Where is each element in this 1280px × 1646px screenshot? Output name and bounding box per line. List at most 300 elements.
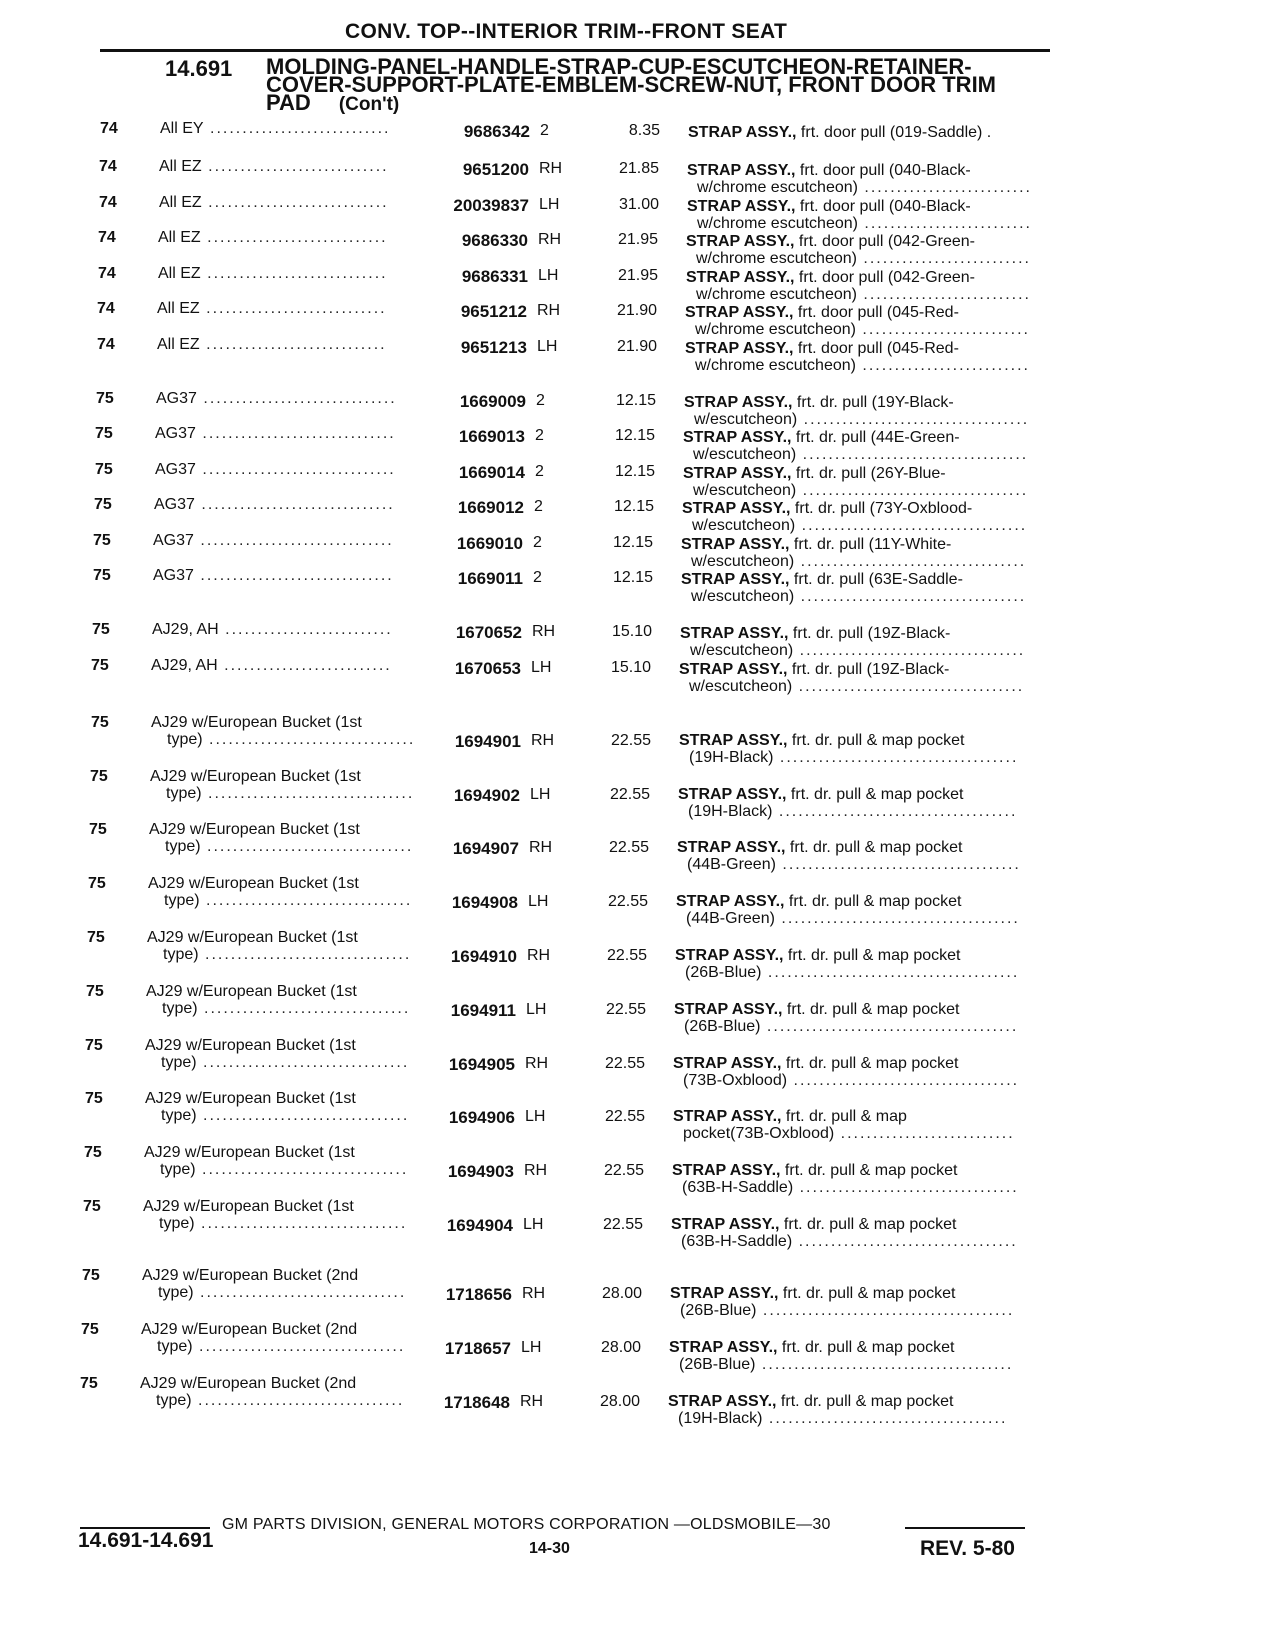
description-line: pocket(73B-Oxblood) ...........................	[683, 1125, 1015, 1142]
part-number: 9651212	[460, 302, 527, 321]
model-cell	[157, 300, 427, 317]
model-cell	[146, 983, 416, 1017]
quantity: RH	[527, 947, 551, 964]
description	[670, 1285, 1045, 1319]
item-detail: frt. door pull (042-Green-	[794, 269, 976, 286]
key-number: 74	[100, 120, 118, 137]
model-cell	[151, 714, 421, 748]
dot-leader: ...................................	[797, 411, 1030, 428]
quantity: RH	[539, 160, 563, 177]
model-cell	[157, 336, 427, 353]
item-name: STRAP ASSY.,	[676, 893, 785, 910]
model-line: AJ29 w/European Bucket (1st	[145, 1090, 356, 1107]
quantity: LH	[539, 196, 560, 213]
description-line: (19H-Black) .....................................	[688, 803, 1018, 820]
description-line	[673, 1055, 1048, 1072]
quantity: RH	[520, 1393, 544, 1410]
item-detail: frt. dr. pull (11Y-White-	[789, 536, 952, 553]
model-cell	[145, 1037, 415, 1071]
dot-leader: ............................	[200, 265, 388, 282]
table-row	[0, 461, 1280, 501]
description	[687, 198, 1062, 232]
item-detail: frt. dr. pull & map pocket	[783, 947, 961, 964]
part-number: 1669011	[457, 569, 523, 588]
price: 22.55	[606, 947, 647, 964]
model-line: type) ................................	[166, 785, 415, 802]
key-number: 74	[99, 158, 117, 175]
part-number: 1694911	[450, 1001, 516, 1020]
description-line: (73B-Oxblood) ...................................	[683, 1072, 1020, 1089]
part-number: 1694908	[451, 893, 518, 912]
item-detail: frt. dr. pull (63E-Saddle-	[789, 571, 963, 588]
dot-leader: ..............................	[193, 567, 394, 584]
model-cell	[143, 1198, 413, 1232]
dot-leader: ................................	[201, 785, 415, 802]
price: 22.55	[610, 732, 651, 749]
price: 22.55	[607, 893, 648, 910]
item-name: STRAP ASSY.,	[679, 661, 788, 678]
description-line: (26B-Blue) .......................................	[684, 1018, 1019, 1035]
part-number: 1670652	[455, 623, 522, 642]
dot-leader: ..............................	[194, 496, 395, 513]
item-name: STRAP ASSY.,	[678, 786, 787, 803]
description-line	[672, 1162, 1047, 1179]
quantity: 2	[534, 498, 543, 515]
model-line: type) ................................	[159, 1215, 408, 1232]
description	[681, 536, 1056, 570]
part-number: 1669014	[458, 463, 525, 482]
model-line: AJ29 w/European Bucket (2nd	[142, 1267, 359, 1284]
price: 21.95	[617, 231, 658, 248]
dot-leader: .......................................	[755, 1356, 1014, 1373]
model-line: type) ................................	[160, 1161, 409, 1178]
table-row	[0, 300, 1280, 340]
item-name: STRAP ASSY.,	[686, 269, 795, 286]
part-number: 9651200	[462, 160, 529, 179]
description-line: (26B-Blue) .......................................	[685, 964, 1020, 981]
model-cell	[154, 496, 424, 513]
item-name: STRAP ASSY.,	[673, 1055, 782, 1072]
item-name: STRAP ASSY.,	[682, 500, 791, 517]
item-name: STRAP ASSY.,	[679, 732, 788, 749]
model-line: type) ................................	[167, 731, 416, 748]
description-line: w/escutcheon) ...................................	[693, 482, 1029, 499]
description-line: (63B-H-Saddle) ..................................	[681, 1233, 1018, 1250]
item-detail: frt. dr. pull & map pocket	[782, 1001, 960, 1018]
price: 21.90	[616, 338, 657, 355]
item-detail: frt. door pull (040-Black-	[795, 198, 971, 215]
footer-revision: REV. 5-80	[920, 1537, 1015, 1560]
item-detail: frt. dr. pull & map pocket	[780, 1162, 958, 1179]
description-line	[674, 1001, 1049, 1018]
model-line: type) ................................	[156, 1392, 405, 1409]
item-name: STRAP ASSY.,	[685, 340, 794, 357]
quantity: 2	[535, 427, 544, 444]
key-number: 75	[89, 821, 107, 838]
dot-leader: .....................................	[772, 803, 1018, 820]
description	[672, 1162, 1047, 1196]
description	[685, 304, 1060, 338]
item-name: STRAP ASSY.,	[688, 124, 797, 141]
quantity: LH	[538, 267, 559, 284]
item-name: STRAP ASSY.,	[683, 429, 792, 446]
item-name: STRAP ASSY.,	[677, 839, 786, 856]
item-detail: frt. dr. pull & map pocket	[778, 1285, 956, 1302]
footer-rule-right	[905, 1527, 1025, 1529]
description	[677, 839, 1052, 873]
dot-leader: ..........................	[217, 657, 392, 674]
table-row	[0, 336, 1280, 376]
price: 12.15	[613, 498, 654, 515]
dot-leader: ............................	[201, 158, 389, 175]
model-cell	[153, 532, 423, 549]
model-cell	[160, 120, 430, 137]
footer-page-number: 14-30	[529, 1540, 570, 1557]
dot-leader: ................................	[191, 1392, 405, 1409]
table-row	[0, 768, 1280, 820]
key-number: 75	[84, 1144, 102, 1161]
item-name: STRAP ASSY.,	[670, 1285, 779, 1302]
quantity: RH	[531, 732, 555, 749]
item-name: STRAP ASSY.,	[674, 1001, 783, 1018]
part-number: 1670653	[454, 659, 521, 678]
description-line: w/escutcheon) ...................................	[690, 642, 1026, 659]
dot-leader: ...................................	[796, 446, 1029, 463]
price: 12.15	[612, 534, 653, 551]
model-cell	[140, 1375, 410, 1409]
description-line	[688, 124, 1063, 141]
key-number: 75	[91, 657, 109, 674]
model-line: AJ29 w/European Bucket (1st	[147, 929, 358, 946]
key-number: 75	[81, 1321, 99, 1338]
item-name: STRAP ASSY.,	[683, 465, 792, 482]
dot-leader: ...................................	[794, 588, 1027, 605]
table-row	[0, 1037, 1280, 1089]
dot-leader: .......................................	[760, 1018, 1019, 1035]
key-number: 74	[97, 336, 115, 353]
description-line	[685, 340, 1060, 357]
description-line	[686, 233, 1061, 250]
part-number: 1718657	[444, 1339, 511, 1358]
item-detail: frt. door pull (045-Red-	[793, 304, 959, 321]
price: 22.55	[604, 1108, 645, 1125]
part-number: 1694901	[454, 732, 521, 751]
table-row	[0, 983, 1280, 1035]
quantity: LH	[530, 786, 551, 803]
price: 12.15	[614, 463, 655, 480]
model-cell	[158, 229, 428, 246]
description-line	[671, 1216, 1046, 1233]
key-number: 75	[90, 768, 108, 785]
dot-leader: ...................................	[792, 678, 1025, 695]
quantity: RH	[524, 1162, 548, 1179]
table-row	[0, 621, 1280, 661]
dot-leader: ................................	[199, 892, 413, 909]
dot-leader: ................................	[196, 1107, 410, 1124]
part-number: 1694903	[447, 1162, 514, 1181]
item-detail: frt. door pull (019-Saddle) .	[796, 124, 992, 141]
dot-leader: .....................................	[762, 1410, 1008, 1427]
section-title-line: MOLDING-PANEL-HANDLE-STRAP-CUP-ESCUTCHEON-RETAINER-	[266, 54, 972, 79]
dot-leader: ................................	[200, 838, 414, 855]
quantity: RH	[538, 231, 562, 248]
item-detail: frt. dr. pull (73Y-Oxblood-	[790, 500, 973, 517]
description-line: (26B-Blue) .......................................	[680, 1302, 1015, 1319]
model-line: AJ29 w/European Bucket (1st	[144, 1144, 355, 1161]
item-detail: frt. door pull (042-Green-	[794, 233, 976, 250]
section-title	[266, 54, 1026, 115]
description-line: w/chrome escutcheon) ..........................	[697, 215, 1032, 232]
table-row	[0, 1321, 1280, 1373]
dot-leader: ..........................	[855, 357, 1030, 374]
description	[668, 1393, 1043, 1427]
part-number: 9686342	[463, 122, 530, 141]
price: 22.55	[603, 1162, 644, 1179]
model-line: AJ29, AH ..........................	[152, 621, 393, 638]
description-line	[680, 625, 1055, 642]
model-line: type) ................................	[158, 1284, 407, 1301]
model-line: All EY ............................	[160, 120, 391, 137]
section-continued: (Con't)	[338, 94, 400, 115]
item-detail: frt. dr. pull & map	[781, 1108, 907, 1125]
model-line: type) ................................	[161, 1054, 410, 1071]
model-line: AG37 ..............................	[155, 425, 396, 442]
table-row	[0, 1144, 1280, 1196]
description-line	[673, 1108, 1048, 1125]
part-number: 1669010	[456, 534, 523, 553]
description-line	[675, 947, 1050, 964]
dot-leader: ................................	[194, 1215, 408, 1232]
description-line	[683, 429, 1058, 446]
model-line: AJ29 w/European Bucket (1st	[149, 821, 360, 838]
description	[680, 625, 1055, 659]
dot-leader: ...................................	[793, 642, 1026, 659]
table-row	[0, 425, 1280, 465]
description	[686, 233, 1061, 267]
part-number: 1669012	[457, 498, 524, 517]
key-number: 74	[98, 265, 116, 282]
price: 28.00	[600, 1339, 641, 1356]
dot-leader: ...................................	[787, 1072, 1020, 1089]
description	[686, 269, 1061, 303]
model-line: AJ29, AH ..........................	[151, 657, 392, 674]
model-line: type) ................................	[164, 892, 413, 909]
description-line: (19H-Black) .....................................	[678, 1410, 1008, 1427]
description-line	[686, 269, 1061, 286]
description-line: (44B-Green) .....................................	[687, 856, 1021, 873]
model-line: AJ29 w/European Bucket (2nd	[141, 1321, 358, 1338]
quantity: 2	[536, 392, 545, 409]
quantity: 2	[533, 569, 542, 586]
price: 12.15	[615, 392, 656, 409]
price: 22.55	[604, 1055, 645, 1072]
table-row	[0, 390, 1280, 430]
dot-leader: ..........................	[857, 215, 1032, 232]
dot-leader: ..........................	[218, 621, 393, 638]
quantity: LH	[531, 659, 552, 676]
dot-leader: ............................	[201, 194, 389, 211]
model-cell	[145, 1090, 415, 1124]
price: 15.10	[610, 659, 651, 676]
model-line: AG37 ..............................	[156, 390, 397, 407]
model-line: type) ................................	[162, 1000, 411, 1017]
description-line: w/escutcheon) ...................................	[694, 411, 1030, 428]
item-detail: frt. dr. pull (44E-Green-	[791, 429, 960, 446]
model-cell	[155, 461, 425, 478]
price: 8.35	[628, 122, 660, 139]
dot-leader: ................................	[198, 946, 412, 963]
description-line: (44B-Green) .....................................	[686, 910, 1020, 927]
quantity: RH	[537, 302, 561, 319]
part-number: 9686331	[461, 267, 528, 286]
description	[679, 732, 1054, 766]
price: 21.85	[618, 160, 659, 177]
description	[688, 124, 1063, 141]
model-cell	[149, 821, 419, 855]
part-number: 9651213	[460, 338, 527, 357]
item-name: STRAP ASSY.,	[687, 162, 796, 179]
model-cell	[156, 390, 426, 407]
key-number: 75	[95, 425, 113, 442]
part-number: 20039837	[453, 196, 529, 215]
model-line: type) ................................	[161, 1107, 410, 1124]
section-title-line: PAD (Con't)	[266, 90, 400, 115]
dot-leader: ................................	[197, 1000, 411, 1017]
model-line: AJ29 w/European Bucket (1st	[143, 1198, 354, 1215]
part-number: 1669013	[458, 427, 525, 446]
key-number: 75	[94, 496, 112, 513]
model-cell	[152, 621, 422, 638]
table-row	[0, 496, 1280, 536]
description-line	[681, 571, 1056, 588]
dot-leader: .......................................	[756, 1302, 1015, 1319]
dot-leader: .......................................	[761, 964, 1020, 981]
dot-leader: ............................	[199, 336, 387, 353]
part-number: 1694910	[450, 947, 517, 966]
table-row	[0, 158, 1280, 198]
model-cell	[159, 194, 429, 211]
table-row	[0, 714, 1280, 766]
key-number: 75	[91, 714, 109, 731]
description-line	[679, 661, 1054, 678]
model-cell	[141, 1321, 411, 1355]
table-row	[0, 120, 1280, 160]
table-row	[0, 532, 1280, 572]
dot-leader: ................................	[192, 1338, 406, 1355]
footer-publisher: GM PARTS DIVISION, GENERAL MOTORS CORPORATION —OLDSMOBILE—30	[222, 1516, 831, 1533]
dot-leader: ..........................	[857, 179, 1032, 196]
price: 22.55	[602, 1216, 643, 1233]
key-number: 75	[86, 983, 104, 1000]
price: 12.15	[612, 569, 653, 586]
price: 28.00	[601, 1285, 642, 1302]
model-line: AG37 ..............................	[154, 496, 395, 513]
dot-leader: .....................................	[774, 910, 1020, 927]
table-row	[0, 875, 1280, 927]
description-line: w/escutcheon) ...................................	[691, 553, 1027, 570]
table-row	[0, 567, 1280, 607]
key-number: 75	[95, 461, 113, 478]
quantity: LH	[526, 1001, 547, 1018]
model-line: All EZ ............................	[158, 265, 388, 282]
dot-leader: ...................................	[794, 553, 1027, 570]
description	[673, 1055, 1048, 1089]
price: 22.55	[608, 839, 649, 856]
description-line	[687, 198, 1062, 215]
description-line: w/chrome escutcheon) ..........................	[695, 357, 1030, 374]
description	[684, 394, 1059, 428]
model-cell	[148, 875, 418, 909]
description-line: w/escutcheon) ...................................	[693, 446, 1029, 463]
description	[671, 1216, 1046, 1250]
table-row	[0, 657, 1280, 697]
description-line: w/chrome escutcheon) ..........................	[695, 321, 1030, 338]
table-row	[0, 1375, 1280, 1427]
description-line	[682, 500, 1057, 517]
item-detail: frt. dr. pull & map pocket	[787, 732, 965, 749]
table-row	[0, 265, 1280, 305]
model-line: AJ29 w/European Bucket (1st	[146, 983, 357, 1000]
part-number: 1669009	[459, 392, 526, 411]
quantity: RH	[532, 623, 556, 640]
table-row	[0, 1198, 1280, 1250]
key-number: 75	[83, 1198, 101, 1215]
dot-leader: ............................	[200, 229, 388, 246]
price: 22.55	[609, 786, 650, 803]
description-line	[681, 536, 1056, 553]
part-number: 9686330	[461, 231, 528, 250]
item-name: STRAP ASSY.,	[686, 233, 795, 250]
model-cell	[142, 1267, 412, 1301]
price: 21.95	[617, 267, 658, 284]
model-cell	[147, 929, 417, 963]
description	[673, 1108, 1048, 1142]
dot-leader: .....................................	[773, 749, 1019, 766]
item-name: STRAP ASSY.,	[675, 947, 784, 964]
price: 12.15	[614, 427, 655, 444]
model-line: All EZ ............................	[159, 194, 389, 211]
footer-section-range: 14.691-14.691	[78, 1529, 214, 1552]
item-detail: frt. dr. pull (19Y-Black-	[792, 394, 954, 411]
quantity: LH	[523, 1216, 544, 1233]
price: 22.55	[605, 1001, 646, 1018]
dot-leader: ..........................	[856, 286, 1031, 303]
item-detail: frt. dr. pull & map pocket	[777, 1339, 955, 1356]
dot-leader: ...................................	[796, 482, 1029, 499]
item-detail: frt. dr. pull (26Y-Blue-	[791, 465, 946, 482]
quantity: LH	[528, 893, 549, 910]
dot-leader: ..............................	[193, 532, 394, 549]
quantity: 2	[533, 534, 542, 551]
key-number: 74	[97, 300, 115, 317]
item-detail: frt. door pull (045-Red-	[793, 340, 959, 357]
item-detail: frt. dr. pull (19Z-Black-	[787, 661, 950, 678]
page-title: CONV. TOP--INTERIOR TRIM--FRONT SEAT	[345, 20, 788, 43]
description-line	[669, 1339, 1044, 1356]
model-cell	[144, 1144, 414, 1178]
description	[682, 500, 1057, 534]
quantity: LH	[525, 1108, 546, 1125]
model-cell	[159, 158, 429, 175]
model-line: AJ29 w/European Bucket (2nd	[140, 1375, 357, 1392]
key-number: 75	[96, 390, 114, 407]
model-line: AJ29 w/European Bucket (1st	[150, 768, 361, 785]
description-line	[676, 893, 1051, 910]
item-name: STRAP ASSY.,	[668, 1393, 777, 1410]
description-line: w/escutcheon) ...................................	[689, 678, 1025, 695]
description-line	[679, 732, 1054, 749]
model-cell	[153, 567, 423, 584]
